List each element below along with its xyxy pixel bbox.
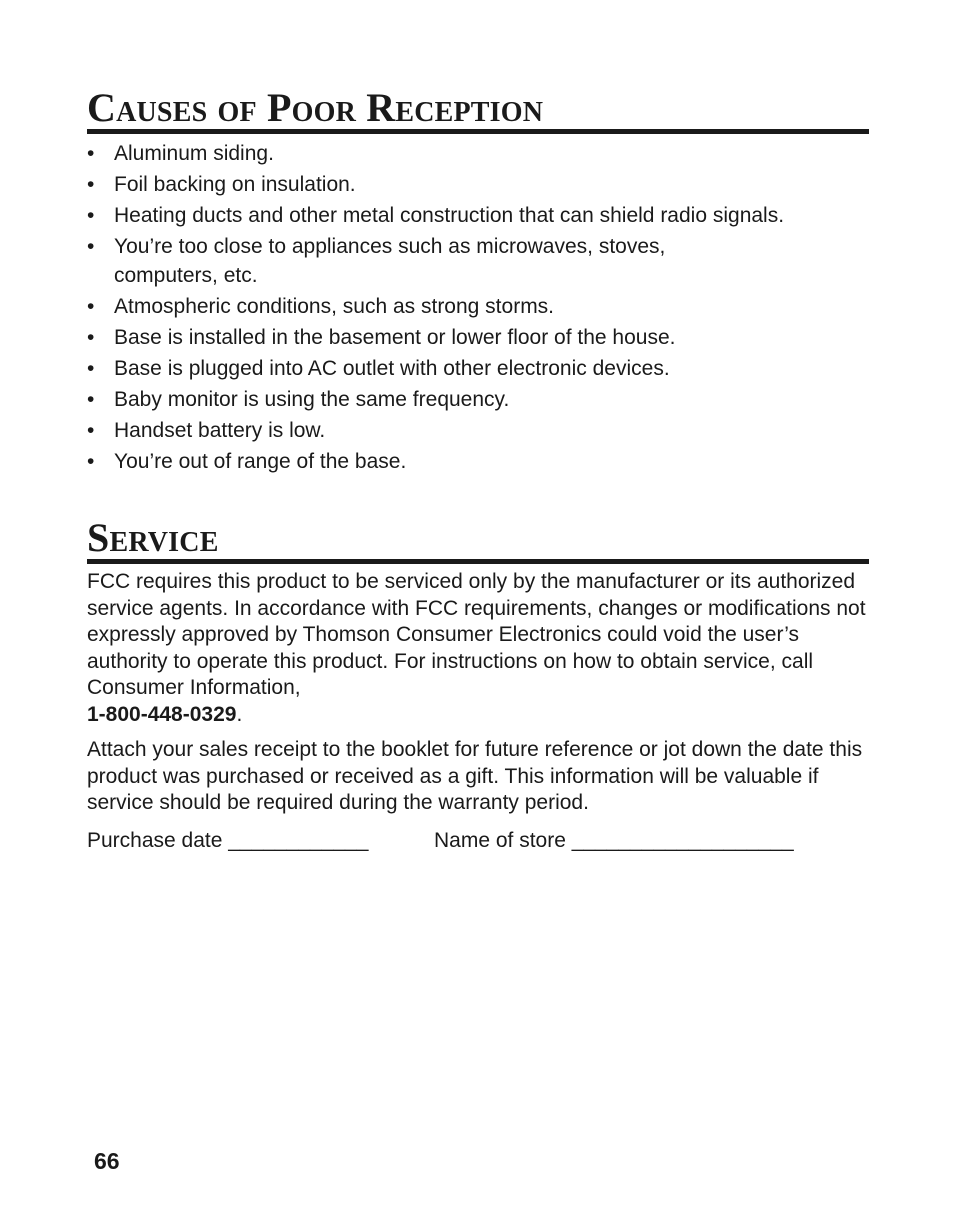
list-item-text: You’re out of range of the base.: [114, 450, 407, 473]
list-item: [87, 292, 869, 321]
list-item: [87, 385, 869, 414]
purchase-fields: [87, 827, 869, 855]
list-item-text: Base is plugged into AC outlet with other electronic devices.: [114, 357, 670, 380]
service-paragraph-receipt: Attach your sales receipt to the booklet for future reference or jot down the date this product was purchased or received as a gift. This information will be valuable if service should be required during the warranty period.: [87, 738, 863, 814]
bullet: •: [87, 450, 95, 473]
bullet: •: [87, 173, 95, 196]
name-of-store-field: Name of store ___________________: [434, 829, 794, 852]
purchase-date-field: Purchase date ____________: [87, 829, 369, 852]
list-item: [87, 139, 869, 168]
bullet: •: [87, 295, 95, 318]
list-item: [87, 201, 869, 230]
bullet: •: [87, 142, 95, 165]
service-paragraph-fcc: [87, 569, 877, 728]
list-item-text: Foil backing on insulation.: [114, 173, 356, 196]
list-item-text: Heating ducts and other metal construction that can shield radio signals.: [114, 204, 785, 227]
bullet: •: [87, 388, 95, 411]
list-item-text: Baby monitor is using the same frequency.: [114, 388, 510, 411]
list-item: [87, 416, 869, 445]
service-heading: Service: [87, 518, 869, 564]
bullet: •: [87, 204, 95, 227]
phone-period: .: [236, 702, 243, 726]
bullet: •: [87, 235, 95, 258]
list-item-text: You’re too close to appliances such as microwaves, stoves, computers, etc.: [114, 235, 666, 287]
list-item-text: Atmospheric conditions, such as strong storms.: [114, 295, 555, 318]
list-item-text: Base is installed in the basement or lower floor of the house.: [114, 326, 676, 349]
list-item: [87, 232, 869, 290]
bullet: •: [87, 419, 95, 442]
service-body: [87, 569, 877, 826]
consumer-information-phone: 1-800-448-0329: [87, 702, 237, 726]
fcc-text: FCC requires this product to be serviced only by the manufacturer or its authorized service agents. In accordance with FCC requirements, changes or modifications not expressly approved by Thomson Consumer Electronics could void the user’s authority to operate this product. For instructions on how to obtain service, call Consumer Information,: [87, 570, 866, 699]
causes-list: [87, 139, 869, 478]
page-number: 66: [94, 1148, 120, 1174]
bullet: •: [87, 326, 95, 349]
causes-heading: Causes of Poor Reception: [87, 88, 869, 134]
bullet: •: [87, 357, 95, 380]
list-item-text: Handset battery is low.: [114, 419, 326, 442]
list-item-text: Aluminum siding.: [114, 142, 274, 165]
list-item: [87, 170, 869, 199]
list-item: [87, 447, 869, 476]
list-item: [87, 323, 869, 352]
list-item: [87, 354, 869, 383]
